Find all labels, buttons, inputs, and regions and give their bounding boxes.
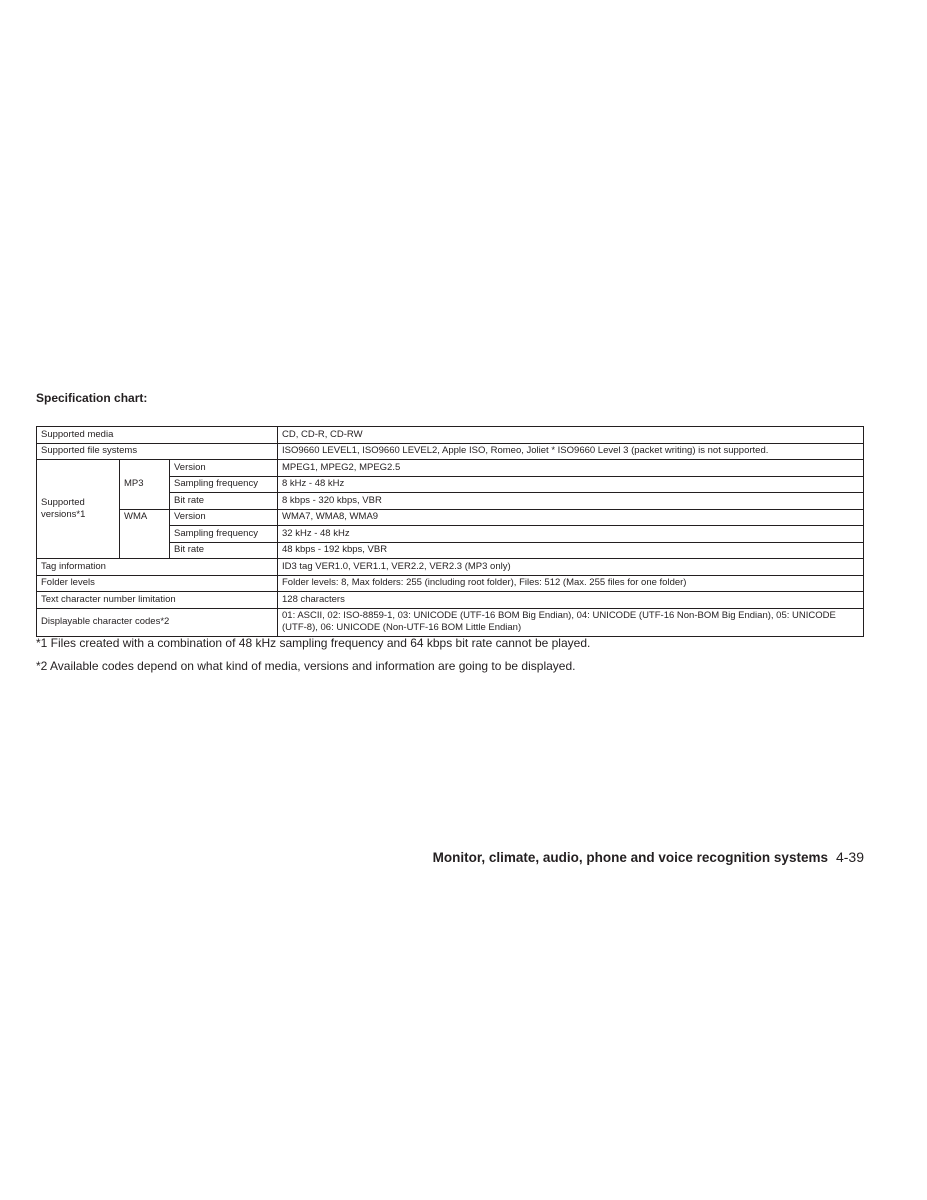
row-value: 128 characters	[278, 592, 864, 609]
specification-table	[36, 426, 864, 637]
row-value: CD, CD-R, CD-RW	[278, 427, 864, 444]
row-value: 48 kbps - 192 kbps, VBR	[278, 542, 864, 559]
row-value: MPEG1, MPEG2, MPEG2.5	[278, 460, 864, 477]
section-title: Monitor, climate, audio, phone and voice recognition systems	[432, 850, 828, 865]
footnote-1: *1 Files created with a combination of 48 kHz sampling frequency and 64 kbps bit rate cannot be played.	[36, 636, 591, 650]
table-row-folder-levels	[37, 575, 864, 592]
row-label: Version	[170, 509, 278, 526]
wma-label: WMA	[120, 509, 170, 559]
versions-label: Supported versions*1	[37, 460, 120, 559]
row-label: Bit rate	[170, 542, 278, 559]
row-label: Sampling frequency	[170, 526, 278, 543]
row-value: Folder levels: 8, Max folders: 255 (including root folder), Files: 512 (Max. 255 files for one folder)	[278, 575, 864, 592]
row-value: 8 kHz - 48 kHz	[278, 476, 864, 493]
table-row-wma-version	[37, 509, 864, 526]
footnote-2: *2 Available codes depend on what kind of media, versions and information are going to be displayed.	[36, 659, 576, 673]
row-label: Displayable character codes*2	[37, 608, 278, 636]
row-value: WMA7, WMA8, WMA9	[278, 509, 864, 526]
table-row-text-limit	[37, 592, 864, 609]
table-row-supported-media	[37, 427, 864, 444]
mp3-label: MP3	[120, 460, 170, 510]
row-value: ISO9660 LEVEL1, ISO9660 LEVEL2, Apple ISO, Romeo, Joliet * ISO9660 Level 3 (packet writing) is not supported.	[278, 443, 864, 460]
page-footer	[433, 849, 864, 865]
row-value: 32 kHz - 48 kHz	[278, 526, 864, 543]
table-row-char-codes	[37, 608, 864, 636]
table-row-tag-info	[37, 559, 864, 576]
row-label: Text character number limitation	[37, 592, 278, 609]
row-value: ID3 tag VER1.0, VER1.1, VER2.2, VER2.3 (MP3 only)	[278, 559, 864, 576]
row-value: 01: ASCII, 02: ISO-8859-1, 03: UNICODE (UTF-16 BOM Big Endian), 04: UNICODE (UTF-16 Non-BOM Big Endian), 05: UNICODE (UTF-8), 06: UNICODE (Non-UTF-16 BOM Little Endian)	[278, 608, 864, 636]
row-label: Version	[170, 460, 278, 477]
page-number: 4-39	[835, 849, 864, 865]
row-value: 8 kbps - 320 kbps, VBR	[278, 493, 864, 510]
row-label: Tag information	[37, 559, 278, 576]
page-heading: Specification chart:	[36, 391, 148, 405]
row-label: Sampling frequency	[170, 476, 278, 493]
row-label: Folder levels	[37, 575, 278, 592]
row-label: Bit rate	[170, 493, 278, 510]
table-row-mp3-version	[37, 460, 864, 477]
table-row-file-systems	[37, 443, 864, 460]
row-label: Supported file systems	[37, 443, 278, 460]
row-label: Supported media	[37, 427, 278, 444]
